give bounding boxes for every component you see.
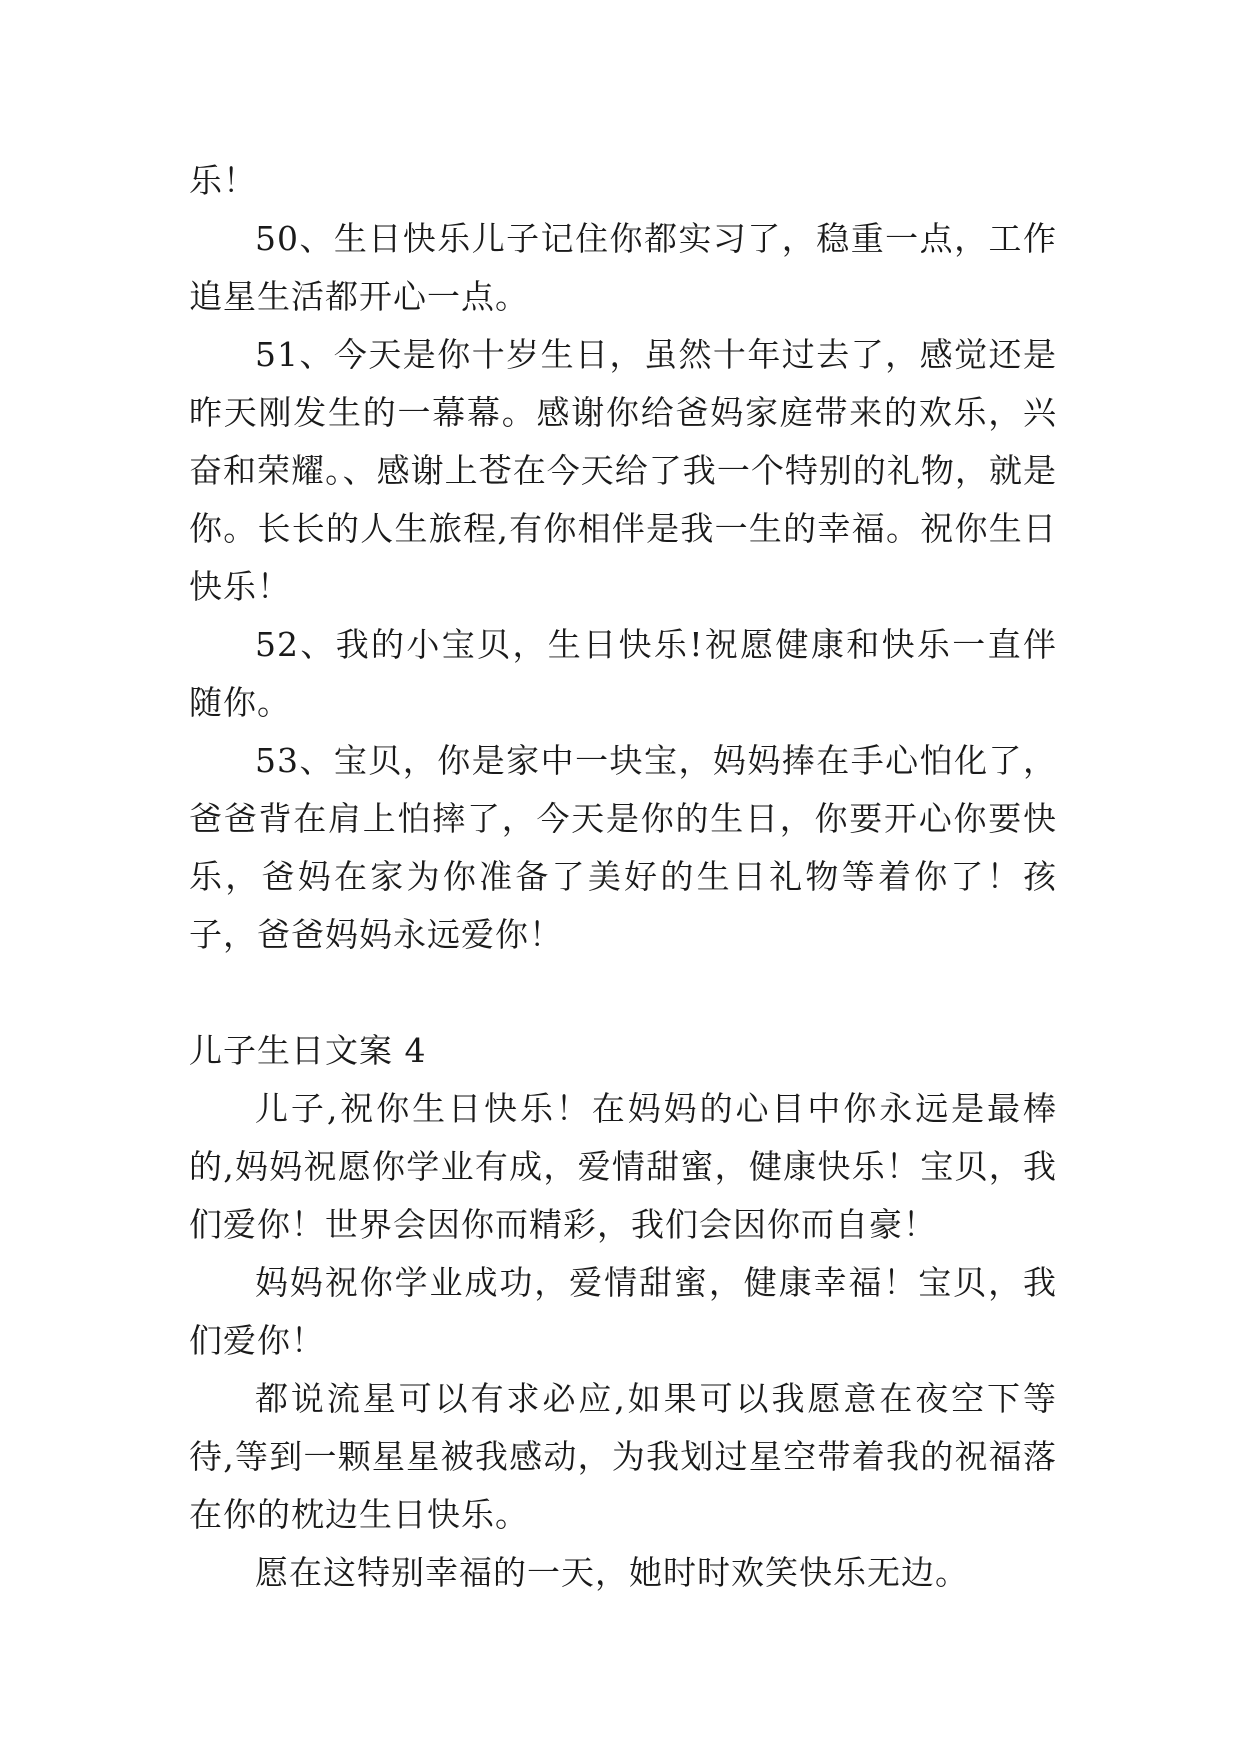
document-body [189, 152, 1057, 1602]
paragraph-wish-1: 儿子,祝你生日快乐！在妈妈的心目中你永远是最棒的,妈妈祝愿你学业有成，爱情甜蜜，健康快乐！宝贝，我们爱你！世界会因你而精彩，我们会因你而自豪！ [189, 1089, 1057, 1244]
paragraph-item-51: 51、今天是你十岁生日，虽然十年过去了，感觉还是昨天刚发生的一幕幕。感谢你给爸妈家庭带来的欢乐，兴奋和荣耀。、感谢上苍在今天给了我一个特别的礼物，就是你。长长的人生旅程,有你相伴是我一生的幸福。祝你生日快乐！ [189, 335, 1057, 606]
paragraph-wish-2: 妈妈祝你学业成功，爱情甜蜜，健康幸福！宝贝，我们爱你！ [189, 1263, 1057, 1360]
paragraph-item-53: 53、宝贝，你是家中一块宝，妈妈捧在手心怕化了，爸爸背在肩上怕摔了，今天是你的生日，你要开心你要快乐，爸妈在家为你准备了美好的生日礼物等着你了！孩子，爸爸妈妈永远爱你！ [189, 741, 1057, 954]
section-heading: 儿子生日文案 4 [189, 1031, 427, 1070]
paragraph-item-50: 50、生日快乐儿子记住你都实习了，稳重一点，工作追星生活都开心一点。 [189, 219, 1057, 316]
paragraph-continuation: 乐！ [189, 161, 257, 200]
section-spacer [189, 964, 1057, 1022]
paragraph-wish-3: 都说流星可以有求必应,如果可以我愿意在夜空下等待,等到一颗星星被我感动，为我划过星空带着我的祝福落在你的枕边生日快乐。 [189, 1379, 1057, 1534]
paragraph-item-52: 52、我的小宝贝，生日快乐!祝愿健康和快乐一直伴随你。 [189, 625, 1057, 722]
paragraph-wish-4: 愿在这特别幸福的一天，她时时欢笑快乐无边。 [255, 1553, 969, 1592]
